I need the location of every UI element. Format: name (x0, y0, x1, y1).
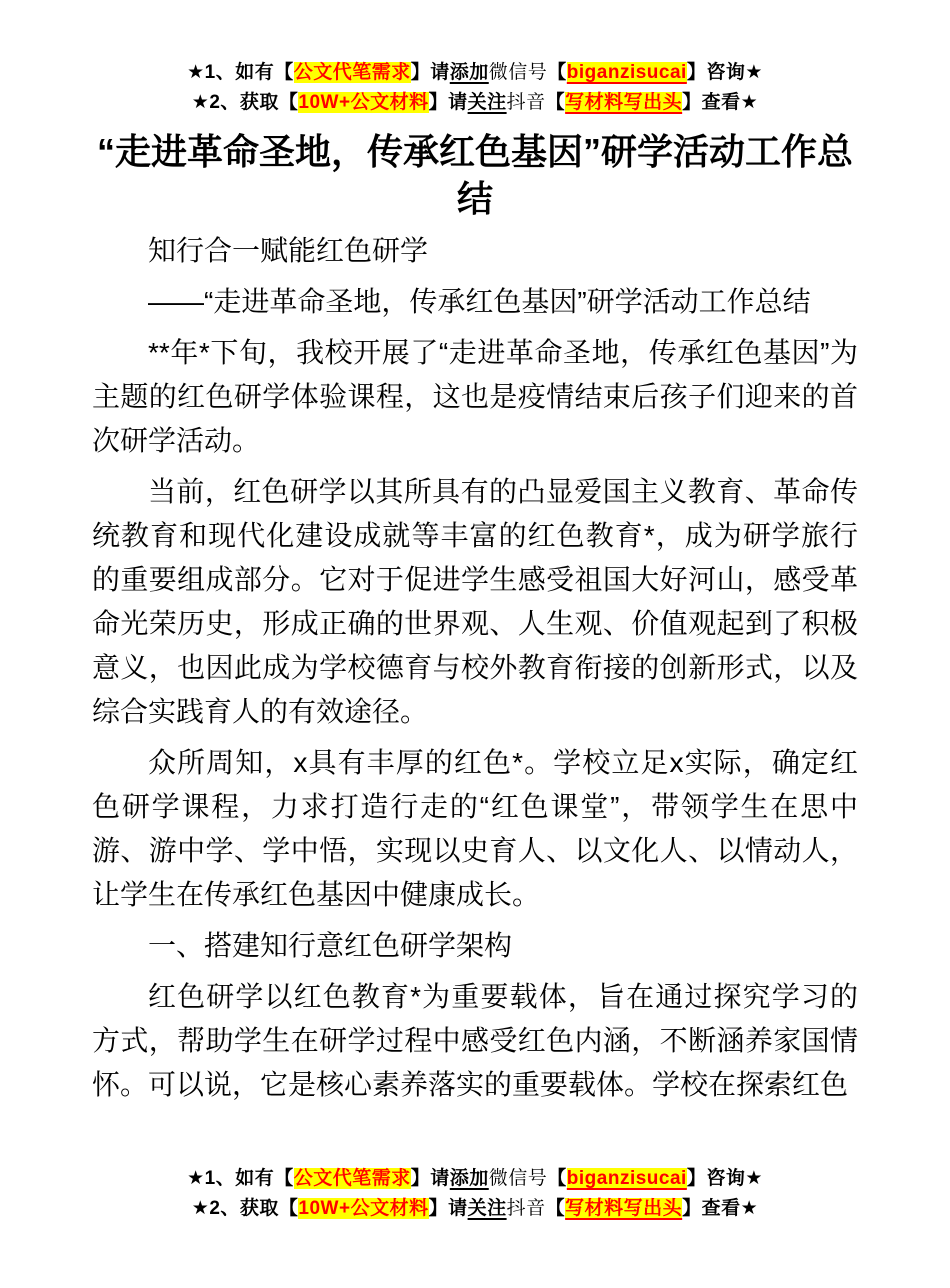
header-notice-line-2 (0, 88, 950, 118)
notice-text-run: 添加 (449, 1168, 489, 1189)
footer-notice-line-1 (0, 1164, 950, 1194)
section-heading: 一、搭建知行意红色研学架构 (148, 930, 513, 961)
notice-text-run: 【 (545, 1198, 566, 1219)
document-title: “走进革命圣地，传承红色基因”研学活动工作总结 (96, 131, 853, 219)
notice-text-run: 关注 (467, 1198, 507, 1219)
notice-text-run: 抖音 (506, 1198, 546, 1219)
footer-notice (0, 1164, 950, 1224)
notice-text-run: 10W+公文材料 (298, 1198, 429, 1219)
notice-text-run: 】请 (410, 62, 450, 83)
notice-text-run: 】请 (410, 1168, 450, 1189)
notice-text-run: 【 (547, 1168, 567, 1189)
header-notice-line-1 (0, 58, 950, 88)
body-paragraph: 众所周知，x具有丰厚的红色*。学校立足x实际，确定红色研学课程，力求打造行走的“红色课堂”，带领学生在思中游、游中学、学中悟，实现以史育人、以文化人、以情动人，让学生在传承红色基因中健康成长。 (92, 747, 858, 910)
body-paragraph: 当前，红色研学以其所具有的凸显爱国主义教育、革命传统教育和现代化建设成就等丰富的红色教育*，成为研学旅行的重要组成部分。它对于促进学生感受祖国大好河山，感受革命光荣历史，形成正确的世界观、人生观、价值观起到了积极意义，也因此成为学校德育与校外教育衔接的创新形式，以及综合实践育人的有效途径。 (92, 476, 858, 727)
notice-text-run: ★2、获取【 (191, 1198, 299, 1219)
notice-text-run: 公文代笔需求 (293, 1168, 411, 1189)
body-paragraph: ——“走进革命圣地，传承红色基因”研学活动工作总结 (148, 286, 811, 317)
notice-text-run: 微信号 (488, 62, 548, 83)
notice-text-run: 抖音 (506, 92, 546, 113)
notice-text-run: 微信号 (488, 1168, 548, 1189)
notice-text-run: 】咨询★ (686, 1168, 763, 1189)
notice-text-run: 】请 (428, 1198, 468, 1219)
document-page (0, 58, 950, 1288)
header-notice (0, 58, 950, 118)
notice-text-run: 【 (547, 62, 567, 83)
notice-text-run: 写材料写出头 (565, 92, 683, 113)
notice-text-run: 添加 (449, 62, 489, 83)
notice-text-run: 公文代笔需求 (293, 62, 411, 83)
notice-text-run: 】咨询★ (686, 62, 763, 83)
notice-text-run: 】查看★ (682, 92, 759, 113)
notice-text-run: 写材料写出头 (565, 1198, 683, 1219)
notice-text-run: 10W+公文材料 (298, 92, 429, 113)
notice-text-run: ★2、获取【 (191, 92, 299, 113)
notice-text-run: 关注 (467, 92, 507, 113)
body-paragraph: 知行合一赋能红色研学 (148, 235, 429, 266)
notice-text-run: 】查看★ (682, 1198, 759, 1219)
document-body (0, 229, 950, 1107)
notice-text-run: ★1、如有【 (187, 62, 294, 83)
notice-text-run: 】请 (428, 92, 468, 113)
notice-text-run: biganzisucai (566, 1168, 687, 1189)
notice-text-run: ★1、如有【 (187, 1168, 294, 1189)
body-paragraph: 红色研学以红色教育*为重要载体，旨在通过探究学习的方式，帮助学生在研学过程中感受红色内涵，不断涵养家国情怀。可以说，它是核心素养落实的重要载体。学校在探索红色 (92, 981, 858, 1100)
notice-text-run: 【 (545, 92, 566, 113)
footer-notice-line-2 (0, 1194, 950, 1224)
body-paragraph: **年*下旬，我校开展了“走进革命圣地，传承红色基因”为主题的红色研学体验课程，这也是疫情结束后孩子们迎来的首次研学活动。 (92, 337, 858, 456)
notice-text-run: biganzisucai (566, 62, 687, 83)
